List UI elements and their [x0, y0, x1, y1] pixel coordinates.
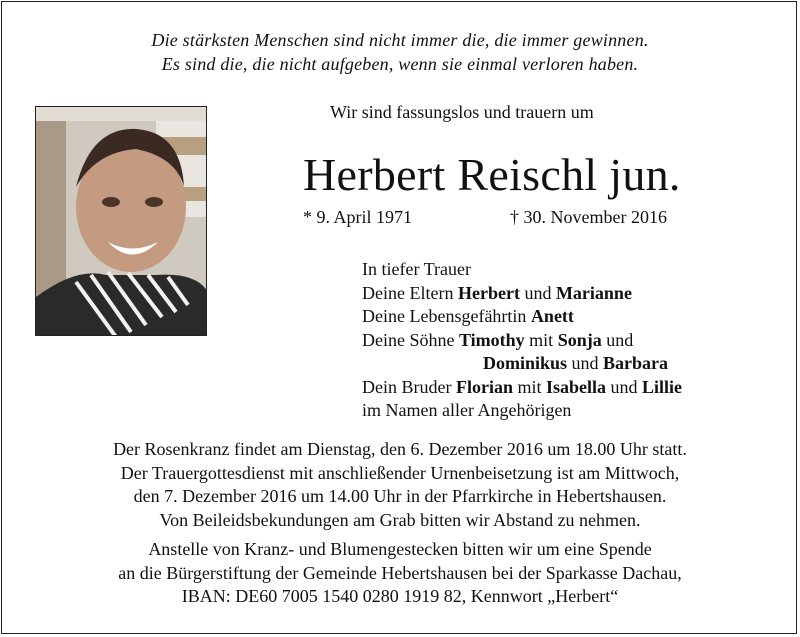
deceased-name: Herbert Reischl jun.: [303, 149, 681, 200]
memorial-quote: [0, 28, 800, 76]
notice-line: IBAN: DE60 7005 1540 0280 1919 82, Kennwort „Herbert“: [181, 586, 619, 606]
notice-line: an die Bürgerstiftung der Gemeinde Hebertshausen bei der Sparkasse Dachau,: [118, 562, 682, 583]
mourner-line: im Namen aller Angehörigen: [362, 400, 572, 420]
birth-date: * 9. April 1971: [303, 207, 413, 227]
mourner-line: Deine Lebensgefährtin Anett: [362, 306, 574, 326]
quote-line-1: Die stärksten Menschen sind nicht immer die, die immer gewinnen.: [151, 30, 649, 50]
intro-text: Wir sind fassungslos und trauern um: [330, 102, 594, 122]
mourner-line: Dominikus und Barbara: [483, 353, 669, 373]
portrait-image: [36, 107, 207, 336]
notice-line: Der Trauergottesdienst mit anschließender Urnenbeisetzung ist am Mittwoch,: [120, 462, 680, 483]
death-date: † 30. November 2016: [510, 207, 667, 227]
mourner-line: Deine Söhne Timothy mit Sonja und: [362, 329, 634, 350]
portrait-photo: [35, 106, 207, 336]
mourner-line: Deine Eltern Herbert und Marianne: [362, 282, 632, 303]
quote-line-2: Es sind die, die nicht aufgeben, wenn sie einmal verloren haben.: [161, 54, 639, 74]
mourners-list: [362, 258, 682, 423]
notice-line: Der Rosenkranz findet am Dienstag, den 6. Dezember 2016 um 18.00 Uhr statt.: [113, 439, 687, 459]
mourner-line: Dein Bruder Florian mit Isabella und Lillie: [362, 376, 683, 397]
notice-line: Anstelle von Kranz- und Blumengestecken bitten wir um eine Spende: [148, 539, 652, 559]
mourner-line: In tiefer Trauer: [362, 259, 471, 279]
donation-notice: [0, 538, 800, 609]
notice-line: Von Beileidsbekundungen am Grab bitten wir Abstand zu nehmen.: [159, 509, 641, 530]
notice-line: den 7. Dezember 2016 um 14.00 Uhr in der Pfarrkirche in Hebertshausen.: [133, 486, 667, 506]
service-notice: [0, 438, 800, 532]
